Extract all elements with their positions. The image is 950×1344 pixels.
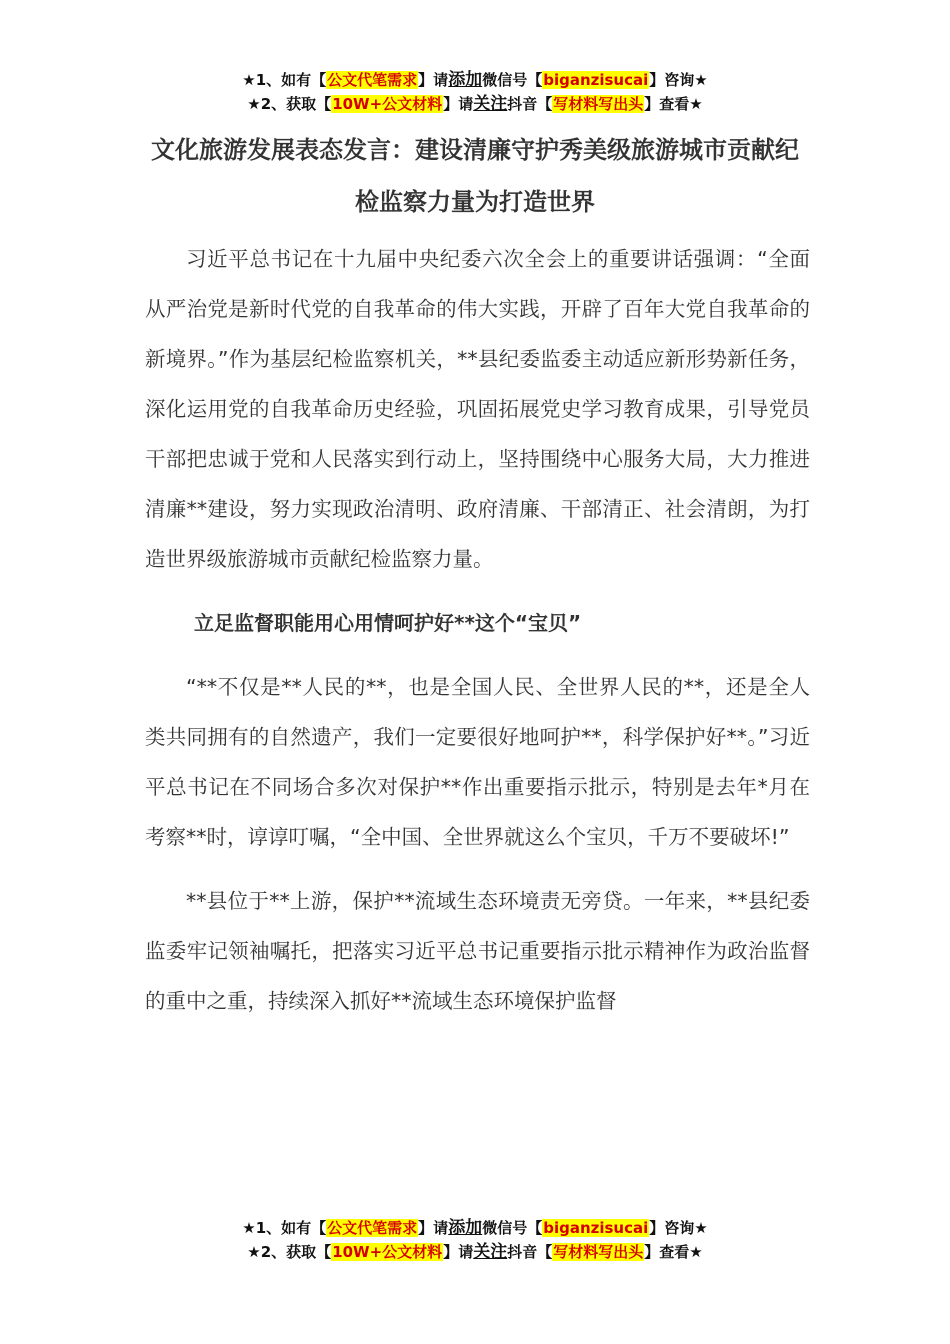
banner-highlight-service: 公文代笔需求 bbox=[327, 71, 418, 89]
banner-text: 】查看★ bbox=[644, 1243, 703, 1261]
banner-text: 】请 bbox=[418, 1219, 449, 1237]
banner-highlight-wechat: biganzisucai bbox=[543, 1219, 649, 1237]
banner-text: ★2、获取【 bbox=[247, 1243, 332, 1261]
banner-text: ★2、获取【 bbox=[247, 95, 332, 113]
banner-highlight-materials: 10W+公文材料 bbox=[332, 95, 443, 113]
document-title: 文化旅游发展表态发言：建设清廉守护秀美级旅游城市贡献纪检监察力量为打造世界 bbox=[151, 136, 799, 216]
banner-text: 】请 bbox=[418, 71, 449, 89]
banner-highlight-douyin: 写材料写出头 bbox=[553, 1243, 644, 1261]
banner-text: ★1、如有【 bbox=[242, 71, 327, 89]
banner-line-1 bbox=[0, 68, 950, 92]
banner-text: ★1、如有【 bbox=[242, 1219, 327, 1237]
section-subheading: 立足监督职能用心用情呵护好**这个“宝贝” bbox=[194, 611, 582, 635]
paragraph-intro: 习近平总书记在十九届中央纪委六次全会上的重要讲话强调：“全面从严治党是新时代党的自我革命的伟大实践，开辟了百年大党自我革命的新境界。”作为基层纪检监察机关，**县纪委监委主动适应新形势新任务，深化运用党的自我革命历史经验，巩固拓展党史学习教育成果，引导党员干部把忠诚于党和人民落实到行动上，坚持围绕中心服务大局，大力推进清廉**建设，努力实现政治清明、政府清廉、干部清正、社会清朗，为打造世界级旅游城市贡献纪检监察力量。 bbox=[145, 247, 810, 571]
footer-banner bbox=[0, 1216, 950, 1264]
banner-highlight-service: 公文代笔需求 bbox=[327, 1219, 418, 1237]
document-body bbox=[145, 234, 810, 1040]
banner-line-2 bbox=[0, 1240, 950, 1264]
banner-highlight-wechat: biganzisucai bbox=[543, 71, 649, 89]
banner-text: 】咨询★ bbox=[649, 1219, 708, 1237]
paragraph-quote: “**不仅是**人民的**，也是全国人民、全世界人民的**，还是全人类共同拥有的自然遗产，我们一定要很好地呵护**，科学保护好**。”习近平总书记在不同场合多次对保护**作出重要指示批示，特别是去年*月在考察**时，谆谆叮嘱，“全中国、全世界就这么个宝贝，千万不要破坏!” bbox=[145, 675, 810, 849]
banner-highlight-douyin: 写材料写出头 bbox=[553, 95, 644, 113]
banner-highlight-materials: 10W+公文材料 bbox=[332, 1243, 443, 1261]
banner-text: 】请 bbox=[443, 95, 474, 113]
banner-text: 微信号【 bbox=[482, 71, 543, 89]
paragraph-county: **县位于**上游，保护**流域生态环境责无旁贷。一年来，**县纪委监委牢记领袖嘱托，把落实习近平总书记重要指示批示精神作为政治监督的重中之重，持续深入抓好**流域生态环境保护监督 bbox=[145, 889, 810, 1013]
banner-emphasis: 关注 bbox=[473, 94, 508, 114]
banner-line-1 bbox=[0, 1216, 950, 1240]
banner-text: 抖音【 bbox=[507, 95, 553, 113]
banner-text: 微信号【 bbox=[482, 1219, 543, 1237]
banner-text: 】查看★ bbox=[644, 95, 703, 113]
banner-text: 抖音【 bbox=[507, 1243, 553, 1261]
banner-text: 】请 bbox=[443, 1243, 474, 1261]
banner-text: 】咨询★ bbox=[649, 71, 708, 89]
banner-emphasis: 添加 bbox=[448, 70, 483, 90]
banner-emphasis: 添加 bbox=[448, 1218, 483, 1238]
header-banner bbox=[0, 68, 950, 116]
banner-emphasis: 关注 bbox=[473, 1242, 508, 1262]
banner-line-2 bbox=[0, 92, 950, 116]
